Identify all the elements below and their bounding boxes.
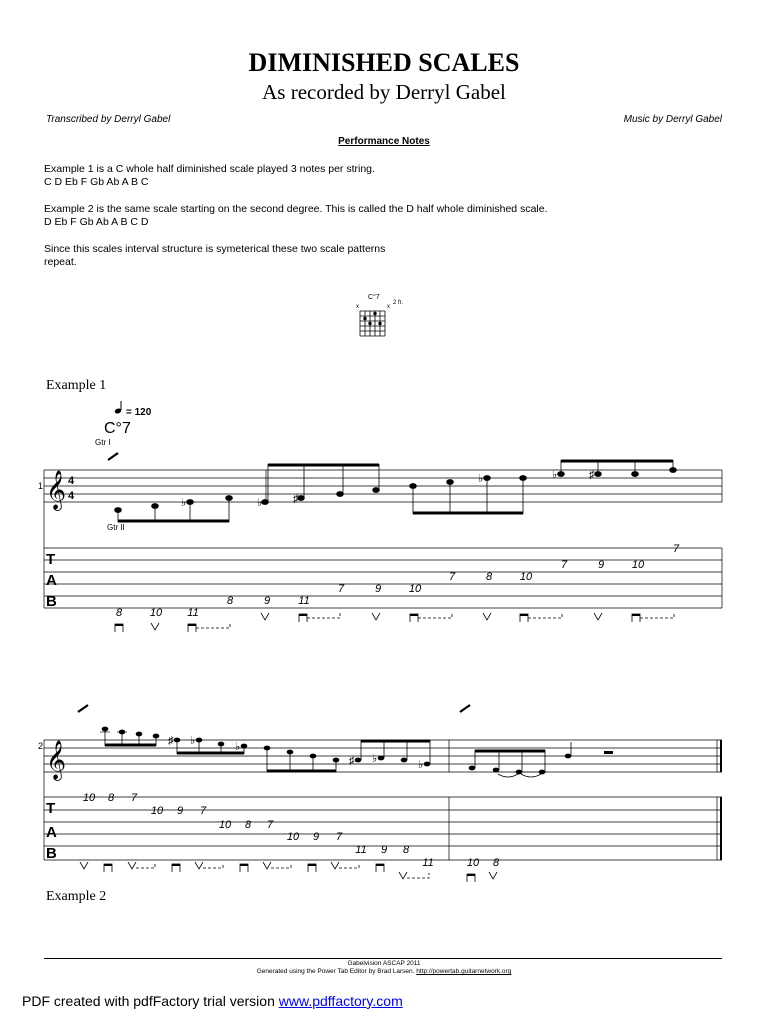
tab-fret: 10 (286, 831, 300, 843)
transcribed-by: Transcribed by Derryl Gabel (46, 114, 171, 125)
mute-mark: x (356, 304, 359, 310)
tab-fret: 10 (150, 805, 164, 817)
note-example-2 (44, 203, 548, 229)
chord-dots (363, 312, 381, 325)
tab-fret: 9 (263, 595, 271, 607)
tab-letter-b: B (46, 593, 57, 610)
performance-notes-heading: Performance Notes (338, 136, 430, 147)
tab-fret: 10 (466, 857, 480, 869)
guitar-2-label: Gtr II (107, 523, 125, 532)
note-text: Example 1 is a C whole half diminished scale played 3 notes per string. (44, 163, 375, 175)
tab-fret: 10 (631, 559, 645, 571)
svg-text:♯: ♯ (589, 469, 595, 481)
tab-fret: 8 (107, 792, 115, 804)
tab-fret: 8 (492, 857, 500, 869)
footer-divider (44, 958, 722, 959)
standard-staff (44, 470, 722, 608)
music-by: Music by Derryl Gabel (623, 114, 722, 125)
note-text: Example 2 is the same scale starting on the second degree. This is called the D half whole diminished scale. (44, 203, 548, 215)
tab-fret: 11 (187, 607, 199, 619)
tab-fret: 7 (266, 819, 274, 831)
svg-text:♯: ♯ (293, 493, 299, 505)
tab-fret: 11 (355, 844, 367, 856)
tab-fret: 7 (335, 831, 343, 843)
tab-fret: 8 (485, 571, 493, 583)
footer-copyright: Gabelvision ASCAP 2011 (347, 960, 421, 967)
svg-text:♭: ♭ (257, 497, 263, 509)
system-2 (0, 700, 768, 885)
svg-text:♭: ♭ (478, 473, 484, 485)
tab-letter-a: A (46, 824, 57, 841)
tab-fret: 9 (380, 844, 388, 856)
tab-fret: 10 (218, 819, 232, 831)
time-signature-top: 4 (68, 475, 75, 487)
note-symmetry (44, 243, 424, 269)
tab-letter-b: B (46, 845, 57, 862)
svg-text:♭: ♭ (372, 753, 378, 765)
tab-fret: 9 (374, 583, 382, 595)
pick-strokes (115, 613, 674, 632)
tab-fret: 7 (448, 571, 456, 583)
svg-text:♭: ♭ (418, 759, 424, 771)
tab-fret: 9 (312, 831, 320, 843)
svg-text:♯: ♯ (168, 735, 174, 747)
note-text: D Eb F Gb Ab A B C D (44, 216, 149, 228)
slash-icon (78, 705, 88, 712)
guitar-1-label: Gtr I (95, 438, 111, 447)
footer-generated (0, 968, 768, 975)
note-text: C D Eb F Gb Ab A B C (44, 176, 149, 188)
treble-clef-icon: 𝄞 (46, 471, 67, 509)
pdf-banner-text: PDF created with pdfFactory trial version (22, 993, 279, 1009)
chord-symbol: C°7 (104, 420, 131, 437)
pdf-banner (22, 993, 403, 1009)
tab-fret: 10 (149, 607, 163, 619)
mute-mark: x (387, 304, 390, 310)
tab-fret: 9 (597, 559, 605, 571)
tab-letter-t: T (46, 551, 56, 568)
tab-fret: 10 (408, 583, 422, 595)
tab-fret: 11 (422, 857, 434, 869)
slash-icon (460, 705, 470, 712)
chord-diagram-name: C°7 (368, 294, 380, 301)
note-text: Since this scales interval structure is symeterical these two scale patterns (44, 243, 386, 255)
measure-number: 2 (38, 741, 44, 751)
tab-fret: 7 (199, 805, 207, 817)
treble-clef-icon: 𝄞 (46, 741, 67, 779)
example-1-label: Example 1 (46, 378, 107, 393)
time-signature-bottom: 4 (68, 490, 75, 502)
tab-fret: 7 (130, 792, 138, 804)
tab-fret: 10 (82, 792, 96, 804)
svg-text:♭: ♭ (552, 469, 558, 481)
tab-fret: 8 (244, 819, 252, 831)
slur-marks (498, 774, 541, 777)
fret-label: 2 fr. (393, 300, 404, 306)
tab-staff (44, 548, 722, 608)
tab-fret: 7 (337, 583, 345, 595)
chord-diagram (350, 290, 420, 342)
tab-frets (83, 792, 500, 869)
measure-number: 1 (38, 481, 44, 491)
tab-fret: 7 (560, 559, 568, 571)
tab-fret: 11 (298, 595, 310, 607)
page-title: DIMINISHED SCALES (248, 48, 520, 77)
note-example-1 (44, 163, 375, 189)
tab-letter-a: A (46, 572, 57, 589)
half-rest-icon (604, 751, 613, 754)
tempo-marking: = 120 (126, 407, 152, 418)
accidentals (181, 469, 595, 509)
tab-fret: 9 (176, 805, 184, 817)
pick-strokes (80, 862, 497, 882)
tab-fret: 8 (226, 595, 234, 607)
svg-text:♭: ♭ (190, 735, 196, 747)
system-1 (0, 398, 768, 638)
page-subtitle: As recorded by Derryl Gabel (262, 80, 506, 104)
tab-fret: 8 (402, 844, 410, 856)
slash-icon (108, 453, 118, 460)
powertab-link[interactable]: http://powertab.guitarnetwork.org (416, 968, 512, 975)
footer-generated-text: Generated using the Power Tab Editor by Brad Larsen. (256, 968, 417, 975)
pdffactory-link[interactable]: www.pdffactory.com (278, 993, 403, 1009)
tab-letter-t: T (46, 800, 56, 817)
svg-text:♭: ♭ (181, 497, 187, 509)
tab-fret: 8 (115, 607, 123, 619)
svg-text:♭: ♭ (235, 741, 241, 753)
tab-fret: 7 (672, 543, 680, 555)
svg-text:♯: ♯ (349, 755, 355, 767)
example-2-label: Example 2 (46, 889, 107, 904)
note-text: repeat. (44, 256, 77, 268)
tab-fret: 10 (519, 571, 533, 583)
tab-frets (116, 543, 680, 619)
